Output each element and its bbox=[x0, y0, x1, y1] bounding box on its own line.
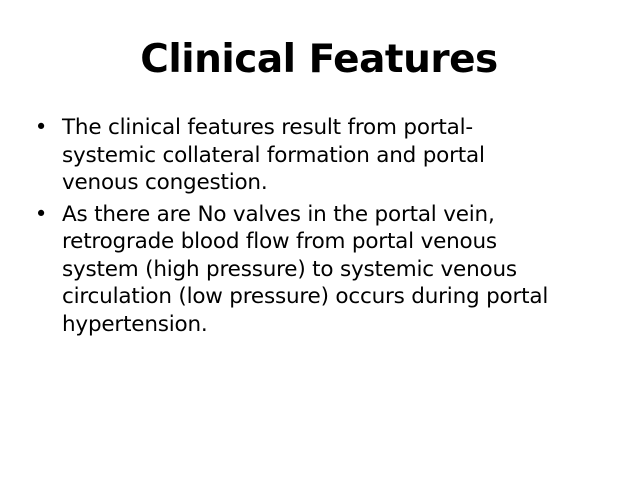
bullet-text-line: As there are No valves in the portal vein, bbox=[62, 201, 495, 227]
bullet-text-line: system (high pressure) to systemic venous bbox=[62, 256, 517, 282]
bullet-icon: • bbox=[34, 115, 48, 140]
bullet-text-line: hypertension. bbox=[62, 311, 208, 337]
bullet-text-line: systemic collateral formation and portal bbox=[62, 142, 485, 168]
bullet-item bbox=[30, 201, 610, 339]
bullet-item bbox=[30, 114, 610, 197]
bullet-text-line: The clinical features result from portal- bbox=[62, 115, 473, 140]
slide-title: Clinical Features bbox=[140, 37, 498, 82]
bullet-text-line: retrograde blood flow from portal venous bbox=[62, 229, 497, 254]
bullet-icon: • bbox=[34, 201, 48, 227]
bullet-list bbox=[30, 114, 610, 342]
bullet-text-line: circulation (low pressure) occurs during portal bbox=[62, 284, 549, 309]
bullet-text-line: venous congestion. bbox=[62, 170, 268, 195]
